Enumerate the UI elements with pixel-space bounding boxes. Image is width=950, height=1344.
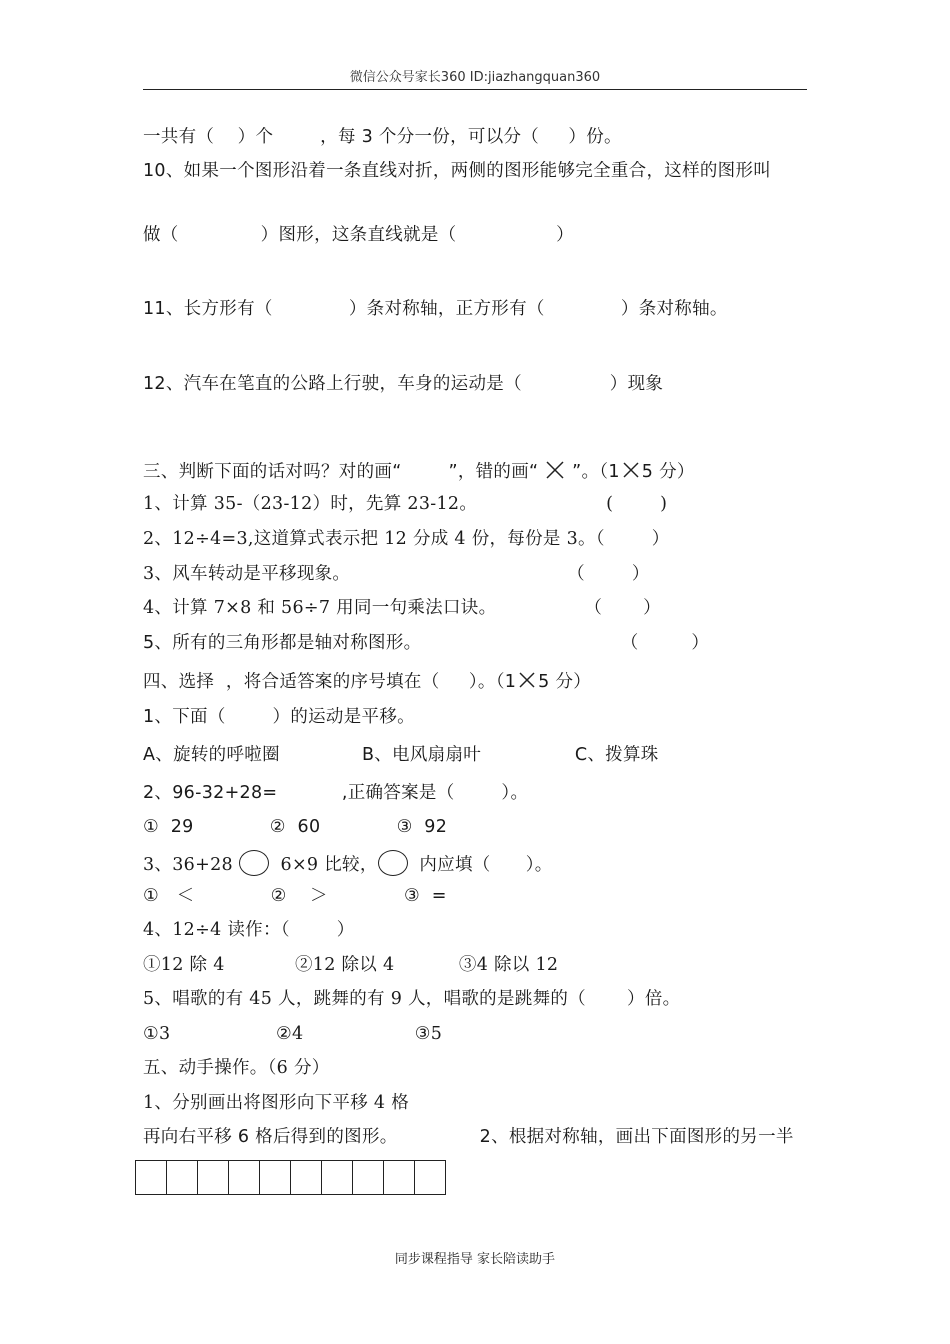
grid-cell (198, 1161, 229, 1194)
section-4-q3 (143, 850, 553, 876)
section-4-title-a: 四、选择 ，将合适答案的序号填在（ ）。（1 (143, 672, 517, 692)
times-icon (516, 669, 538, 691)
question-10-continued: 做（ ）图形，这条直线就是（ ） (143, 225, 574, 245)
grid-cell (167, 1161, 198, 1194)
grid-cell (229, 1161, 260, 1194)
page-header: 微信公众号家长360 ID:jiazhangquan360 (143, 66, 807, 90)
grid-cell (353, 1161, 384, 1194)
section-4-title (143, 669, 591, 693)
section-4-q4: 4、12÷4 读作：（ ） (143, 920, 355, 940)
section-4-q3-options: ① ＜ ② ＞ ③ = (143, 886, 447, 906)
section-4-q1: 1、下面（ ）的运动是平移。 (143, 707, 415, 727)
grid-cell (136, 1161, 167, 1194)
section-4-q5-options: ①3 ②4 ③5 (143, 1024, 443, 1044)
circle-blank-icon (378, 850, 408, 876)
section-3-title-c: 5 分） (641, 462, 695, 482)
section-3-title-a: 三、判断下面的话对吗？对的画“ ”，错的画“ (143, 462, 545, 482)
cross-icon (544, 459, 566, 481)
grid-cell (322, 1161, 353, 1194)
question-11: 11、长方形有（ ）条对称轴，正方形有（ ）条对称轴。 (143, 299, 728, 319)
grid-cell (384, 1161, 415, 1194)
grid-cell (260, 1161, 291, 1194)
grid-cell (415, 1161, 445, 1194)
question-12: 12、汽车在笔直的公路上行驶，车身的运动是（ ）现象 (143, 374, 664, 394)
grid-cell (291, 1161, 322, 1194)
question-10: 10、如果一个图形沿着一条直线对折，两侧的图形能够完全重合，这样的图形叫 (143, 161, 772, 181)
section-3-q1: 1、计算 35-（23-12）时，先算 23-12。 ( ) (143, 494, 668, 514)
section-4-q3-b: 6×9 比较， (268, 855, 378, 875)
section-3-q3: 3、风车转动是平移现象。 （ ） (143, 564, 650, 584)
section-3-q5: 5、所有的三角形都是轴对称图形。 （ ） (143, 633, 710, 653)
section-4-q1-options: A、旋转的呼啦圈 B、电风扇扇叶 C、拨算珠 (143, 745, 659, 765)
circle-blank-icon (239, 850, 269, 876)
section-3-q2: 2、12÷4=3,这道算式表示把 12 分成 4 份，每份是 3。（ ） (143, 529, 670, 549)
section-3-title (143, 459, 695, 483)
section-5-q1-continued: 再向右平移 6 格后得到的图形。 2、根据对称轴，画出下面图形的另一半 (143, 1127, 794, 1147)
section-4-q3-c: 内应填（ ）。 (407, 855, 553, 875)
section-4-q5: 5、唱歌的有 45 人，跳舞的有 9 人，唱歌的是跳舞的（ ）倍。 (143, 989, 681, 1009)
section-4-q4-options: ①12 除 4 ②12 除以 4 ③4 除以 12 (143, 955, 559, 975)
question-9-continued: 一共有（ ）个 ，每 3 个分一份，可以分（ ）份。 (143, 127, 622, 147)
section-5-title: 五、动手操作。（6 分） (143, 1058, 330, 1078)
section-4-title-b: 5 分） (538, 672, 592, 692)
section-3-title-b: ”。（1 (566, 462, 620, 482)
section-4-q3-a: 3、36+28 (143, 855, 239, 875)
section-3-q4: 4、计算 7×8 和 56÷7 用同一句乘法口诀。 （ ） (143, 598, 661, 618)
times-icon (620, 459, 642, 481)
section-5-q1: 1、分别画出将图形向下平移 4 格 (143, 1093, 409, 1113)
page-footer: 同步课程指导 家长陪读助手 (394, 1252, 556, 1267)
section-4-q2-options: ① 29 ② 60 ③ 92 (143, 817, 448, 837)
section-4-q2: 2、96-32+28= ,正确答案是（ ）。 (143, 783, 529, 803)
drawing-grid (135, 1160, 446, 1195)
